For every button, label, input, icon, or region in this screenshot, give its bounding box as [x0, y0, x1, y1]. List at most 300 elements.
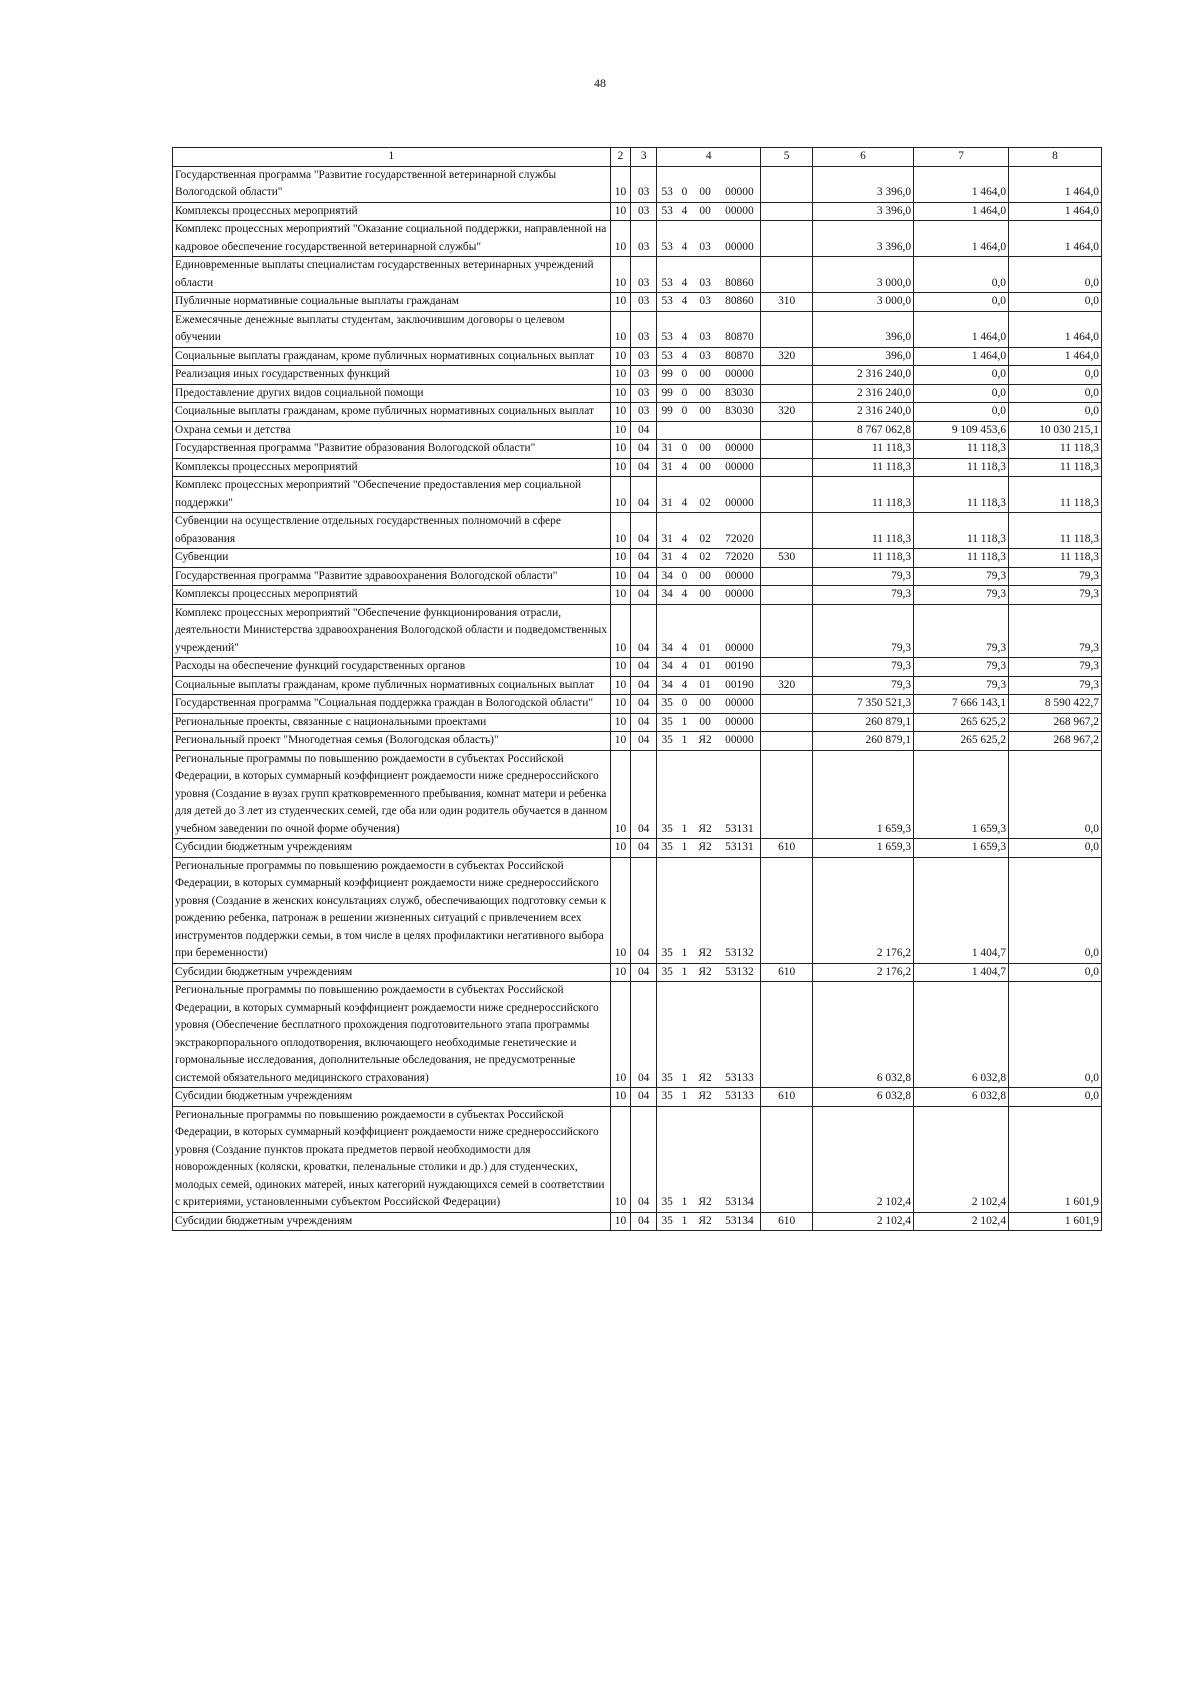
row-name: Субвенции на осуществление отдельных государственных полномочий в сфере образования [173, 513, 611, 549]
row-direction: 53133 [718, 982, 760, 1088]
row-amount-1: 3 000,0 [812, 293, 913, 312]
row-direction: 53134 [718, 1212, 760, 1231]
row-amount-2: 79,3 [914, 586, 1009, 605]
row-section: 10 [610, 440, 631, 459]
row-section: 10 [610, 221, 631, 257]
row-expense-type [761, 713, 813, 732]
row-program-type: 1 [677, 963, 691, 982]
header-col-2: 2 [610, 148, 631, 167]
row-program-type [677, 421, 691, 440]
row-name: Социальные выплаты гражданам, кроме публичных нормативных социальных выплат [173, 347, 611, 366]
row-amount-2: 1 464,0 [914, 166, 1009, 202]
row-name: Региональные программы по повышению рождаемости в субъектах Российской Федерации, в которых суммарный коэффициент рождаемости ниже среднероссийского уровня (Создание в женских консультациях служб, обеспечивающих подготовку семьи к рождению ребенка, патронаж в решении жизненных ситуаций с привлечением всех инструментов поддержки семьи, в том числе в целях профилактики негативного выбора при беременности) [173, 857, 611, 963]
row-amount-2: 0,0 [914, 293, 1009, 312]
row-program-element: 02 [692, 549, 719, 568]
row-direction: 00000 [718, 221, 760, 257]
row-section: 10 [610, 293, 631, 312]
row-program: 35 [657, 695, 678, 714]
row-subsection: 03 [631, 403, 657, 422]
header-col-8: 8 [1009, 148, 1102, 167]
row-expense-type [761, 982, 813, 1088]
budget-table [172, 147, 1102, 1231]
row-program [657, 421, 678, 440]
row-amount-1: 79,3 [812, 658, 913, 677]
row-program-element: 00 [692, 403, 719, 422]
row-direction: 00190 [718, 658, 760, 677]
row-direction: 83030 [718, 403, 760, 422]
row-subsection: 03 [631, 366, 657, 385]
row-name: Комплексы процессных мероприятий [173, 586, 611, 605]
row-program-element: 00 [692, 166, 719, 202]
row-program-element: 00 [692, 458, 719, 477]
row-section: 10 [610, 1106, 631, 1212]
row-amount-2: 11 118,3 [914, 477, 1009, 513]
row-name: Единовременные выплаты специалистам государственных ветеринарных учреждений области [173, 257, 611, 293]
row-direction: 00000 [718, 732, 760, 751]
table-row [173, 257, 1102, 293]
row-program-element: 01 [692, 604, 719, 658]
row-amount-1: 8 767 062,8 [812, 421, 913, 440]
table-row [173, 857, 1102, 963]
row-name: Предоставление других видов социальной помощи [173, 384, 611, 403]
row-direction: 00000 [718, 567, 760, 586]
row-name: Комплекс процессных мероприятий "Оказание социальной поддержки, направленной на кадровое обеспечение государственной ветеринарной службы" [173, 221, 611, 257]
row-amount-3: 0,0 [1009, 839, 1102, 858]
row-amount-1: 1 659,3 [812, 750, 913, 839]
row-amount-1: 79,3 [812, 586, 913, 605]
row-amount-3: 8 590 422,7 [1009, 695, 1102, 714]
row-program: 53 [657, 311, 678, 347]
row-program-element: 01 [692, 676, 719, 695]
row-amount-2: 2 102,4 [914, 1106, 1009, 1212]
header-col-7: 7 [914, 148, 1009, 167]
row-amount-2: 11 118,3 [914, 440, 1009, 459]
row-name: Расходы на обеспечение функций государственных органов [173, 658, 611, 677]
row-amount-1: 396,0 [812, 311, 913, 347]
budget-table-wrapper [172, 147, 1102, 1231]
row-direction: 00000 [718, 713, 760, 732]
row-expense-type: 320 [761, 403, 813, 422]
row-amount-3: 11 118,3 [1009, 440, 1102, 459]
row-amount-2: 265 625,2 [914, 732, 1009, 751]
row-name: Субвенции [173, 549, 611, 568]
row-amount-3: 0,0 [1009, 293, 1102, 312]
row-name: Субсидии бюджетным учреждениям [173, 1088, 611, 1107]
row-program-element: Я2 [692, 963, 719, 982]
row-direction: 00000 [718, 202, 760, 221]
row-subsection: 04 [631, 1106, 657, 1212]
row-program-element: 03 [692, 257, 719, 293]
row-program-type: 1 [677, 982, 691, 1088]
row-section: 10 [610, 713, 631, 732]
table-row [173, 586, 1102, 605]
header-col-3: 3 [631, 148, 657, 167]
table-row [173, 1212, 1102, 1231]
row-direction [718, 421, 760, 440]
table-row [173, 750, 1102, 839]
row-amount-3: 79,3 [1009, 567, 1102, 586]
row-amount-1: 79,3 [812, 676, 913, 695]
row-name: Субсидии бюджетным учреждениям [173, 963, 611, 982]
row-subsection: 03 [631, 166, 657, 202]
row-program: 31 [657, 477, 678, 513]
row-expense-type [761, 421, 813, 440]
table-row [173, 695, 1102, 714]
row-subsection: 04 [631, 513, 657, 549]
row-program-element: Я2 [692, 1212, 719, 1231]
row-program-element: Я2 [692, 839, 719, 858]
row-expense-type: 320 [761, 676, 813, 695]
row-program: 31 [657, 513, 678, 549]
row-program-element: 03 [692, 311, 719, 347]
row-program-type: 0 [677, 440, 691, 459]
row-amount-3: 79,3 [1009, 676, 1102, 695]
row-section: 10 [610, 567, 631, 586]
row-name: Региональный проект "Многодетная семья (Вологодская область)" [173, 732, 611, 751]
row-expense-type [761, 477, 813, 513]
row-name: Субсидии бюджетным учреждениям [173, 1212, 611, 1231]
header-col-4: 4 [657, 148, 761, 167]
row-program-type: 4 [677, 257, 691, 293]
row-amount-1: 2 102,4 [812, 1212, 913, 1231]
row-amount-3: 1 601,9 [1009, 1212, 1102, 1231]
row-amount-2: 265 625,2 [914, 713, 1009, 732]
row-amount-1: 1 659,3 [812, 839, 913, 858]
table-row [173, 366, 1102, 385]
row-expense-type [761, 586, 813, 605]
row-amount-3: 0,0 [1009, 403, 1102, 422]
row-section: 10 [610, 604, 631, 658]
row-program: 34 [657, 604, 678, 658]
row-subsection: 03 [631, 221, 657, 257]
row-direction: 72020 [718, 549, 760, 568]
row-program: 34 [657, 676, 678, 695]
table-row [173, 440, 1102, 459]
row-program: 53 [657, 257, 678, 293]
row-program-type: 1 [677, 857, 691, 963]
row-direction: 80870 [718, 347, 760, 366]
row-program: 31 [657, 549, 678, 568]
row-expense-type [761, 658, 813, 677]
row-direction: 00000 [718, 440, 760, 459]
row-amount-1: 2 316 240,0 [812, 366, 913, 385]
row-program: 53 [657, 347, 678, 366]
table-row [173, 1106, 1102, 1212]
row-subsection: 04 [631, 695, 657, 714]
row-amount-3: 79,3 [1009, 604, 1102, 658]
row-program: 53 [657, 202, 678, 221]
row-amount-2: 1 464,0 [914, 347, 1009, 366]
row-name: Региональные проекты, связанные с национальными проектами [173, 713, 611, 732]
row-expense-type: 530 [761, 549, 813, 568]
table-row [173, 403, 1102, 422]
row-program: 53 [657, 166, 678, 202]
row-amount-3: 10 030 215,1 [1009, 421, 1102, 440]
row-subsection: 04 [631, 458, 657, 477]
row-program-element: 03 [692, 347, 719, 366]
row-program: 99 [657, 366, 678, 385]
row-name: Социальные выплаты гражданам, кроме публичных нормативных социальных выплат [173, 403, 611, 422]
row-amount-2: 1 464,0 [914, 221, 1009, 257]
row-section: 10 [610, 202, 631, 221]
row-amount-1: 3 396,0 [812, 166, 913, 202]
row-program-element: Я2 [692, 1088, 719, 1107]
row-program-element: 00 [692, 366, 719, 385]
row-amount-3: 1 464,0 [1009, 166, 1102, 202]
row-subsection: 04 [631, 1088, 657, 1107]
row-direction: 00000 [718, 604, 760, 658]
row-amount-1: 6 032,8 [812, 982, 913, 1088]
row-subsection: 03 [631, 347, 657, 366]
row-amount-3: 0,0 [1009, 750, 1102, 839]
row-amount-1: 3 396,0 [812, 221, 913, 257]
row-amount-1: 3 396,0 [812, 202, 913, 221]
row-program-type: 4 [677, 549, 691, 568]
row-amount-1: 11 118,3 [812, 549, 913, 568]
row-program-element: 02 [692, 477, 719, 513]
row-program: 35 [657, 839, 678, 858]
table-row [173, 982, 1102, 1088]
row-amount-2: 6 032,8 [914, 1088, 1009, 1107]
row-section: 10 [610, 676, 631, 695]
row-direction: 53131 [718, 839, 760, 858]
row-program: 35 [657, 1106, 678, 1212]
row-section: 10 [610, 750, 631, 839]
row-program-type: 4 [677, 513, 691, 549]
row-program-type: 4 [677, 658, 691, 677]
header-col-5: 5 [761, 148, 813, 167]
table-row [173, 604, 1102, 658]
row-section: 10 [610, 1212, 631, 1231]
row-program-type: 1 [677, 1088, 691, 1107]
table-row [173, 513, 1102, 549]
row-subsection: 04 [631, 440, 657, 459]
row-program-element: 01 [692, 658, 719, 677]
row-program-element: 03 [692, 293, 719, 312]
row-program: 31 [657, 458, 678, 477]
row-amount-1: 11 118,3 [812, 458, 913, 477]
row-section: 10 [610, 1088, 631, 1107]
row-section: 10 [610, 549, 631, 568]
row-subsection: 04 [631, 732, 657, 751]
row-program-element: Я2 [692, 732, 719, 751]
row-amount-2: 6 032,8 [914, 982, 1009, 1088]
row-subsection: 04 [631, 676, 657, 695]
row-program-type: 4 [677, 347, 691, 366]
row-subsection: 04 [631, 963, 657, 982]
table-row [173, 293, 1102, 312]
table-row [173, 458, 1102, 477]
row-section: 10 [610, 839, 631, 858]
row-direction: 00000 [718, 477, 760, 513]
row-expense-type: 310 [761, 293, 813, 312]
row-direction: 53132 [718, 857, 760, 963]
table-row [173, 1088, 1102, 1107]
row-direction: 00000 [718, 695, 760, 714]
row-name: Региональные программы по повышению рождаемости в субъектах Российской Федерации, в которых суммарный коэффициент рождаемости ниже среднероссийского уровня (Создание в вузах групп кратковременного пребывания, комнат матери и ребенка для детей до 3 лет из студенческих семей, где оба или один родитель обучается в данном учебном заведении по очной форме обучения) [173, 750, 611, 839]
row-subsection: 04 [631, 586, 657, 605]
row-program-element: 00 [692, 695, 719, 714]
row-direction: 00000 [718, 458, 760, 477]
row-direction: 53133 [718, 1088, 760, 1107]
row-program-type: 4 [677, 293, 691, 312]
row-expense-type [761, 166, 813, 202]
row-program-element: 02 [692, 513, 719, 549]
row-direction: 80860 [718, 257, 760, 293]
row-amount-3: 0,0 [1009, 857, 1102, 963]
row-program-type: 0 [677, 567, 691, 586]
row-program-element: 00 [692, 440, 719, 459]
row-expense-type [761, 458, 813, 477]
row-direction: 00000 [718, 166, 760, 202]
row-amount-2: 1 404,7 [914, 963, 1009, 982]
row-expense-type [761, 440, 813, 459]
row-subsection: 04 [631, 713, 657, 732]
row-direction: 80860 [718, 293, 760, 312]
row-program-type: 1 [677, 750, 691, 839]
row-amount-1: 396,0 [812, 347, 913, 366]
row-amount-3: 1 464,0 [1009, 221, 1102, 257]
row-section: 10 [610, 458, 631, 477]
row-amount-3: 79,3 [1009, 658, 1102, 677]
table-row [173, 713, 1102, 732]
row-amount-2: 79,3 [914, 604, 1009, 658]
row-expense-type [761, 513, 813, 549]
row-amount-2: 79,3 [914, 676, 1009, 695]
row-program-element: 00 [692, 202, 719, 221]
row-amount-2: 0,0 [914, 403, 1009, 422]
row-program: 99 [657, 403, 678, 422]
row-program: 53 [657, 221, 678, 257]
row-expense-type [761, 567, 813, 586]
row-program-element: 00 [692, 713, 719, 732]
row-section: 10 [610, 347, 631, 366]
row-program: 35 [657, 982, 678, 1088]
row-amount-2: 2 102,4 [914, 1212, 1009, 1231]
row-section: 10 [610, 384, 631, 403]
row-amount-3: 0,0 [1009, 257, 1102, 293]
row-expense-type [761, 384, 813, 403]
row-expense-type: 610 [761, 1212, 813, 1231]
row-direction: 00190 [718, 676, 760, 695]
row-amount-2: 0,0 [914, 257, 1009, 293]
row-amount-1: 11 118,3 [812, 440, 913, 459]
row-amount-2: 11 118,3 [914, 458, 1009, 477]
row-program-element: 00 [692, 384, 719, 403]
row-program-type: 1 [677, 713, 691, 732]
row-program: 35 [657, 1212, 678, 1231]
row-program-type: 4 [677, 221, 691, 257]
row-direction: 00000 [718, 366, 760, 385]
row-program: 34 [657, 586, 678, 605]
row-section: 10 [610, 513, 631, 549]
row-amount-1: 2 102,4 [812, 1106, 913, 1212]
table-row [173, 421, 1102, 440]
row-amount-3: 0,0 [1009, 963, 1102, 982]
row-program-element: 00 [692, 586, 719, 605]
row-amount-3: 0,0 [1009, 1088, 1102, 1107]
row-section: 10 [610, 732, 631, 751]
row-expense-type [761, 311, 813, 347]
header-col-6: 6 [812, 148, 913, 167]
row-subsection: 04 [631, 658, 657, 677]
row-expense-type: 610 [761, 839, 813, 858]
row-name: Субсидии бюджетным учреждениям [173, 839, 611, 858]
table-row [173, 658, 1102, 677]
row-program-type: 4 [677, 311, 691, 347]
row-subsection: 04 [631, 421, 657, 440]
row-program: 35 [657, 713, 678, 732]
row-subsection: 04 [631, 857, 657, 963]
row-program-type: 4 [677, 458, 691, 477]
row-program-element: 03 [692, 221, 719, 257]
row-program: 34 [657, 658, 678, 677]
row-amount-2: 1 464,0 [914, 311, 1009, 347]
table-row [173, 549, 1102, 568]
row-amount-3: 11 118,3 [1009, 513, 1102, 549]
row-expense-type [761, 366, 813, 385]
row-direction: 53131 [718, 750, 760, 839]
row-amount-2: 79,3 [914, 567, 1009, 586]
row-amount-2: 9 109 453,6 [914, 421, 1009, 440]
row-amount-1: 260 879,1 [812, 713, 913, 732]
row-amount-3: 11 118,3 [1009, 549, 1102, 568]
row-section: 10 [610, 403, 631, 422]
row-name: Государственная программа "Развитие государственной ветеринарной службы Вологодской области" [173, 166, 611, 202]
row-program-type: 0 [677, 403, 691, 422]
row-section: 10 [610, 695, 631, 714]
row-amount-1: 11 118,3 [812, 477, 913, 513]
row-program-element: Я2 [692, 750, 719, 839]
row-amount-2: 79,3 [914, 658, 1009, 677]
row-expense-type [761, 857, 813, 963]
row-amount-2: 0,0 [914, 384, 1009, 403]
row-program-type: 1 [677, 732, 691, 751]
table-row [173, 221, 1102, 257]
row-amount-1: 2 176,2 [812, 963, 913, 982]
row-expense-type [761, 732, 813, 751]
row-direction: 72020 [718, 513, 760, 549]
row-amount-2: 1 659,3 [914, 839, 1009, 858]
row-section: 10 [610, 982, 631, 1088]
table-row [173, 166, 1102, 202]
row-program: 31 [657, 440, 678, 459]
row-name: Государственная программа "Социальная поддержка граждан в Вологодской области" [173, 695, 611, 714]
row-program-element: 00 [692, 567, 719, 586]
row-expense-type [761, 604, 813, 658]
row-amount-1: 3 000,0 [812, 257, 913, 293]
row-subsection: 04 [631, 839, 657, 858]
row-amount-2: 0,0 [914, 366, 1009, 385]
row-program: 35 [657, 750, 678, 839]
row-direction: 83030 [718, 384, 760, 403]
row-program: 35 [657, 963, 678, 982]
row-name: Региональные программы по повышению рождаемости в субъектах Российской Федерации, в которых суммарный коэффициент рождаемости ниже среднероссийского уровня (Обеспечение бесплатного прохождения подготовительного этапа программы экстракорпорального оплодотворения, включающего необходимые генетические и гормональные исследования, дополнительные обследования, не предусмотренные системой обязательного медицинского страхования) [173, 982, 611, 1088]
row-program-type: 1 [677, 1212, 691, 1231]
row-subsection: 03 [631, 293, 657, 312]
row-amount-2: 11 118,3 [914, 549, 1009, 568]
table-row [173, 567, 1102, 586]
row-program-element: Я2 [692, 982, 719, 1088]
row-section: 10 [610, 366, 631, 385]
header-col-1: 1 [173, 148, 611, 167]
row-amount-3: 0,0 [1009, 366, 1102, 385]
row-program-type: 0 [677, 166, 691, 202]
row-name: Государственная программа "Развитие здравоохранения Вологодской области" [173, 567, 611, 586]
row-amount-3: 11 118,3 [1009, 458, 1102, 477]
row-subsection: 03 [631, 384, 657, 403]
row-amount-1: 7 350 521,3 [812, 695, 913, 714]
